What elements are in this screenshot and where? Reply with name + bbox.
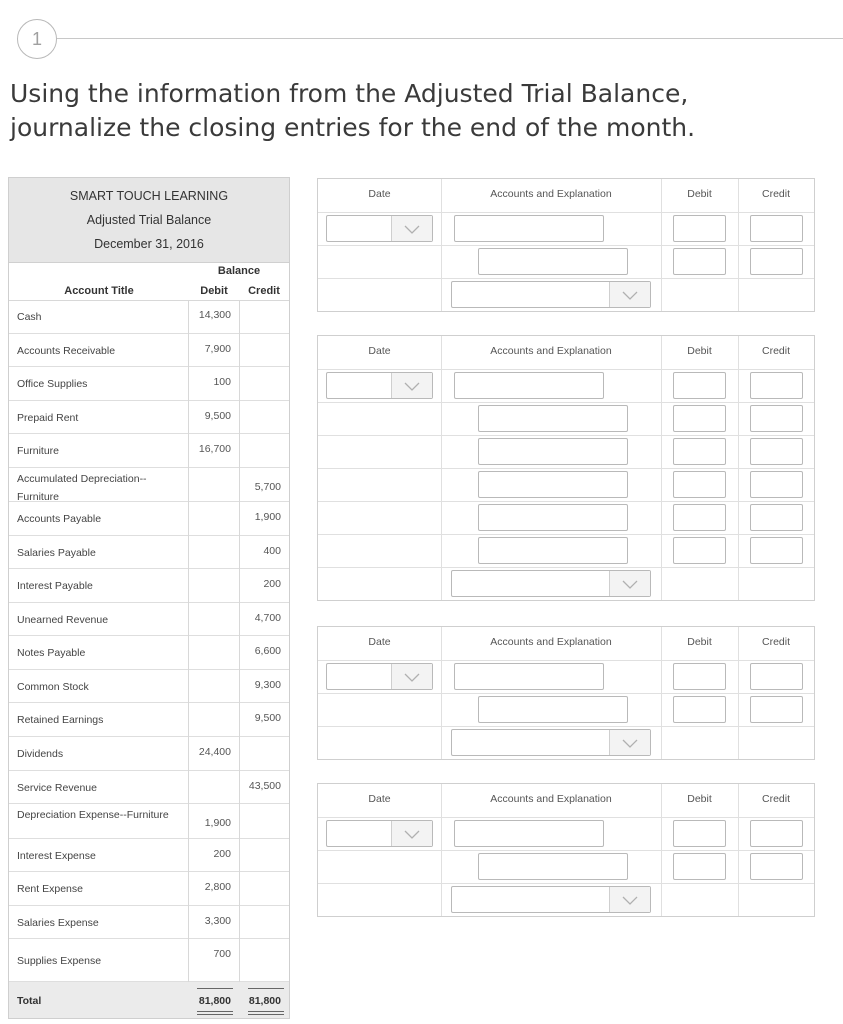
- credit-amount-input[interactable]: [750, 248, 803, 275]
- debit-amount-input[interactable]: [673, 504, 726, 531]
- chevron-down-icon: [391, 373, 432, 398]
- trial-balance-row: [9, 300, 289, 334]
- debit-value: 700: [213, 948, 231, 960]
- credit-account-input[interactable]: [478, 504, 628, 531]
- prompt-line-1: Using the information from the Adjusted Trial Balance,: [10, 79, 689, 108]
- trial-balance-row: [9, 839, 289, 872]
- step-divider: [57, 38, 843, 39]
- debit-amount-input[interactable]: [673, 853, 726, 880]
- explanation-dropdown[interactable]: [451, 281, 651, 308]
- chevron-down-icon: [391, 216, 432, 241]
- credit-amount-input[interactable]: [750, 853, 803, 880]
- adjusted-trial-balance: [8, 177, 290, 1019]
- journal-entry-table: [317, 335, 815, 601]
- trial-balance-row: [9, 737, 289, 771]
- debit-value: 2,800: [204, 881, 231, 893]
- debit-value: 24,400: [198, 746, 231, 758]
- trial-balance-row: [9, 670, 289, 703]
- date-dropdown[interactable]: [326, 372, 433, 399]
- credit-account-input[interactable]: [478, 471, 628, 498]
- total-credit: 81,800: [248, 995, 281, 1007]
- account-title: Accumulated Depreciation--Furniture: [17, 473, 147, 503]
- debit-value: 100: [213, 376, 231, 388]
- trial-balance-row: [9, 771, 289, 804]
- trial-balance-row: [9, 569, 289, 603]
- credit-amount-input[interactable]: [750, 438, 803, 465]
- credit-value: 9,500: [254, 712, 281, 724]
- debit-value: 14,300: [198, 309, 231, 321]
- debit-header: Debit: [687, 636, 712, 648]
- credit-amount-input[interactable]: [750, 405, 803, 432]
- credit-amount-input[interactable]: [750, 504, 803, 531]
- account-title: Dividends: [17, 748, 64, 760]
- date-dropdown[interactable]: [326, 215, 433, 242]
- trial-balance-row: [9, 536, 289, 569]
- trial-balance-row: [9, 703, 289, 737]
- account-title: Accounts Payable: [17, 513, 102, 525]
- account-title-header: Account Title: [64, 285, 134, 297]
- debit-value: 7,900: [204, 343, 231, 355]
- debit-amount-input[interactable]: [673, 438, 726, 465]
- credit-value: 5,700: [254, 481, 281, 493]
- date-header: Date: [368, 636, 391, 648]
- accounts-explanation-header: Accounts and Explanation: [490, 345, 612, 357]
- account-title: Furniture: [17, 445, 60, 457]
- debit-account-input[interactable]: [454, 372, 604, 399]
- date-header: Date: [368, 793, 391, 805]
- date-dropdown[interactable]: [326, 663, 433, 690]
- credit-amount-input[interactable]: [750, 696, 803, 723]
- account-title: Office Supplies: [17, 378, 88, 390]
- date-header: Date: [368, 188, 391, 200]
- debit-amount-input[interactable]: [673, 248, 726, 275]
- account-title: Salaries Payable: [17, 546, 96, 559]
- trial-balance-row: [9, 502, 289, 536]
- column-headers: [9, 262, 289, 301]
- account-title: Service Revenue: [17, 781, 97, 794]
- credit-header: Credit: [248, 285, 280, 297]
- credit-account-input[interactable]: [478, 248, 628, 275]
- account-title: Unearned Revenue: [17, 613, 109, 626]
- credit-account-input[interactable]: [478, 405, 628, 432]
- chevron-down-icon: [391, 821, 432, 846]
- account-title: Rent Expense: [17, 883, 83, 895]
- debit-amount-input[interactable]: [673, 696, 726, 723]
- trial-balance-row: [9, 636, 289, 670]
- balance-header: Balance: [217, 265, 261, 277]
- trial-balance-row: [9, 468, 289, 502]
- account-title: Interest Expense: [17, 849, 96, 862]
- trial-balance-title: Adjusted Trial Balance: [86, 213, 212, 227]
- credit-amount-input[interactable]: [750, 537, 803, 564]
- credit-amount-input[interactable]: [750, 820, 803, 847]
- debit-account-input[interactable]: [454, 215, 604, 242]
- journal-entry-table: [317, 626, 815, 760]
- credit-value: 6,600: [254, 645, 281, 657]
- credit-amount-input[interactable]: [750, 215, 803, 242]
- account-title: Retained Earnings: [17, 714, 104, 726]
- debit-header: Debit: [687, 188, 712, 200]
- trial-balance-row: [9, 906, 289, 939]
- credit-header: Credit: [761, 636, 790, 648]
- trial-balance-row: [9, 367, 289, 401]
- journal-entry-table: [317, 783, 815, 917]
- credit-amount-input[interactable]: [750, 372, 803, 399]
- credit-account-input[interactable]: [478, 696, 628, 723]
- debit-value: 9,500: [204, 410, 231, 422]
- chevron-down-icon: [609, 887, 650, 912]
- trial-balance-header: [9, 178, 289, 263]
- trial-balance-row: [9, 804, 289, 839]
- company-name: SMART TOUCH LEARNING: [69, 189, 229, 203]
- credit-amount-input[interactable]: [750, 663, 803, 690]
- credit-header: Credit: [761, 188, 790, 200]
- debit-amount-input[interactable]: [673, 471, 726, 498]
- column-divider: [188, 300, 189, 982]
- accounts-explanation-header: Accounts and Explanation: [490, 793, 612, 805]
- debit-header: Debit: [687, 345, 712, 357]
- debit-account-input[interactable]: [454, 663, 604, 690]
- credit-header: Credit: [761, 793, 790, 805]
- debit-value: 1,900: [204, 817, 231, 829]
- explanation-dropdown[interactable]: [451, 729, 651, 756]
- credit-account-input[interactable]: [478, 438, 628, 465]
- journal-entry-table: [317, 178, 815, 312]
- trial-balance-row: [9, 603, 289, 636]
- credit-value: 4,700: [254, 612, 281, 624]
- date-dropdown[interactable]: [326, 820, 433, 847]
- chevron-down-icon: [609, 730, 650, 755]
- debit-amount-input[interactable]: [673, 405, 726, 432]
- trial-balance-date: December 31, 2016: [94, 237, 204, 251]
- account-title: Depreciation Expense--Furniture: [17, 809, 169, 821]
- column-divider: [441, 336, 442, 600]
- account-title: Salaries Expense: [17, 916, 99, 929]
- trial-balance-row: [9, 401, 289, 434]
- debit-value: 200: [213, 848, 231, 860]
- credit-account-input[interactable]: [478, 537, 628, 564]
- trial-balance-row: [9, 334, 289, 367]
- account-title: Interest Payable: [17, 580, 93, 592]
- date-header: Date: [368, 345, 391, 357]
- chevron-down-icon: [609, 282, 650, 307]
- column-divider: [239, 300, 240, 982]
- total-row: [9, 982, 289, 1018]
- explanation-dropdown[interactable]: [451, 570, 651, 597]
- column-divider: [738, 336, 739, 600]
- credit-account-input[interactable]: [478, 853, 628, 880]
- debit-header: Debit: [200, 285, 228, 297]
- account-title: Common Stock: [17, 680, 89, 693]
- credit-value: 1,900: [254, 511, 281, 523]
- account-title: Prepaid Rent: [17, 411, 79, 424]
- trial-balance-row: [9, 939, 289, 982]
- credit-header: Credit: [761, 345, 790, 357]
- debit-header: Debit: [687, 793, 712, 805]
- chevron-down-icon: [609, 571, 650, 596]
- debit-amount-input[interactable]: [673, 820, 726, 847]
- debit-amount-input[interactable]: [673, 663, 726, 690]
- step-number-badge: 1: [17, 19, 57, 59]
- debit-amount-input[interactable]: [673, 372, 726, 399]
- credit-amount-input[interactable]: [750, 471, 803, 498]
- question-prompt: [10, 77, 830, 145]
- credit-value: 400: [263, 545, 281, 557]
- total-label: Total: [17, 995, 42, 1007]
- credit-value: 43,500: [248, 780, 281, 792]
- account-title: Notes Payable: [17, 647, 86, 659]
- account-title: Accounts Receivable: [17, 344, 116, 357]
- total-debit: 81,800: [198, 995, 231, 1007]
- debit-value: 16,700: [198, 443, 231, 455]
- debit-amount-input[interactable]: [673, 537, 726, 564]
- trial-balance-row: [9, 872, 289, 906]
- chevron-down-icon: [391, 664, 432, 689]
- explanation-dropdown[interactable]: [451, 886, 651, 913]
- trial-balance-row: [9, 434, 289, 468]
- debit-value: 3,300: [204, 915, 231, 927]
- column-divider: [661, 336, 662, 600]
- prompt-line-2: journalize the closing entries for the end of the month.: [10, 113, 696, 142]
- debit-account-input[interactable]: [454, 820, 604, 847]
- account-title: Supplies Expense: [17, 954, 102, 967]
- accounts-explanation-header: Accounts and Explanation: [490, 188, 612, 200]
- credit-value: 200: [263, 578, 281, 590]
- debit-amount-input[interactable]: [673, 215, 726, 242]
- credit-value: 9,300: [254, 679, 281, 691]
- account-title: Cash: [17, 311, 42, 323]
- accounts-explanation-header: Accounts and Explanation: [490, 636, 612, 648]
